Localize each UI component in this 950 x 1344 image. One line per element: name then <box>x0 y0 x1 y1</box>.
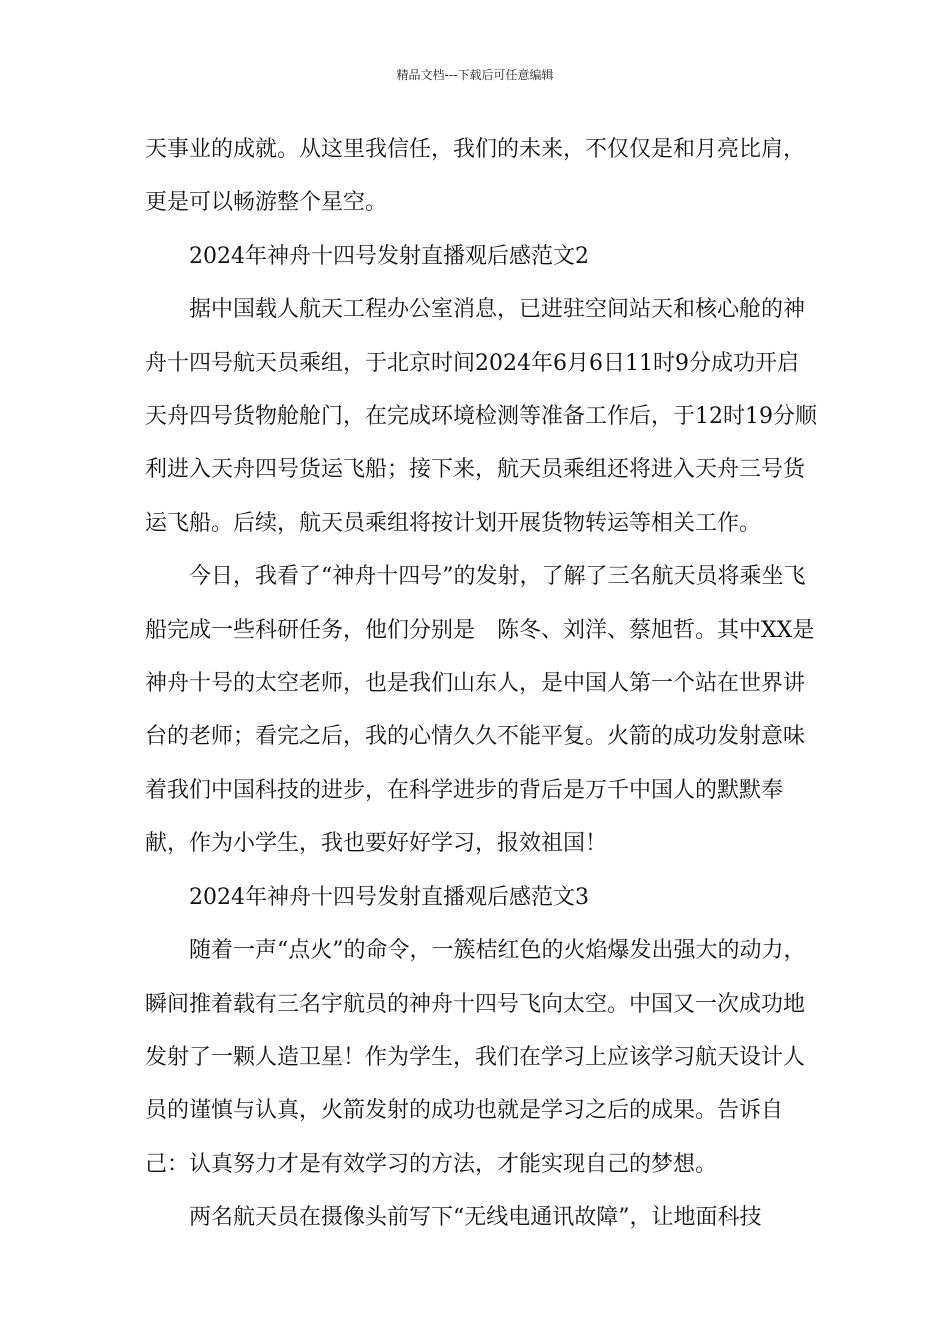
section-heading-2: 2024年神舟十四号发射直播观后感范文2 <box>189 243 589 269</box>
paragraph-5: 两名航天员在摄像头前写下“无线电通讯故障”，让地面科技 <box>189 1205 762 1231</box>
paragraph-2: 据中国载人航天工程办公室消息，已进驻空间站天和核心舱的神舟十四号航天员乘组，于北京时间2024年6月6日11时9分成功开启天舟四号货物舱舱门，在完成环境检测等准备工作后，于12时19分顺利进入天舟四号货运飞船；接下来，航天员乘组还将进入天舟三号货运飞船。后续，航天员乘组将按计划开展货物转运等相关工作。 <box>145 297 817 536</box>
document-body <box>145 123 820 1245</box>
paragraph-4: 随着一声“点火”的命令，一簇桔红色的火焰爆发出强大的动力，瞬间推着载有三名宇航员的神舟十四号飞向太空。中国又一次成功地发射了一颗人造卫星！作为学生，我们在学习上应该学习航天设计人员的谨慎与认真，火箭发射的成功也就是学习之后的成果。告诉自己：认真努力才是有效学习的方法，才能实现自己的梦想。 <box>145 938 806 1177</box>
paragraph-1: 天事业的成就。从这里我信任，我们的未来，不仅仅是和月亮比肩，更是可以畅游整个星空。 <box>145 137 806 216</box>
page-header: 精品文档---下载后可任意编辑 <box>396 68 554 82</box>
paragraph-3: 今日，我看了“神舟十四号”的发射，了解了三名航天员将乘坐飞船完成一些科研任务，他们分别是 陈冬、刘洋、蔡旭哲。其中XX是神舟十号的太空老师，也是我们山东人，是中国人第一个站在世界讲台的老师；看完之后，我的心情久久不能平复。火箭的成功发射意味着我们中国科技的进步，在科学进步的背后是万千中国人的默默奉献，作为小学生，我也要好好学习，报效祖国！ <box>145 564 815 857</box>
section-heading-3: 2024年神舟十四号发射直播观后感范文3 <box>189 884 589 910</box>
